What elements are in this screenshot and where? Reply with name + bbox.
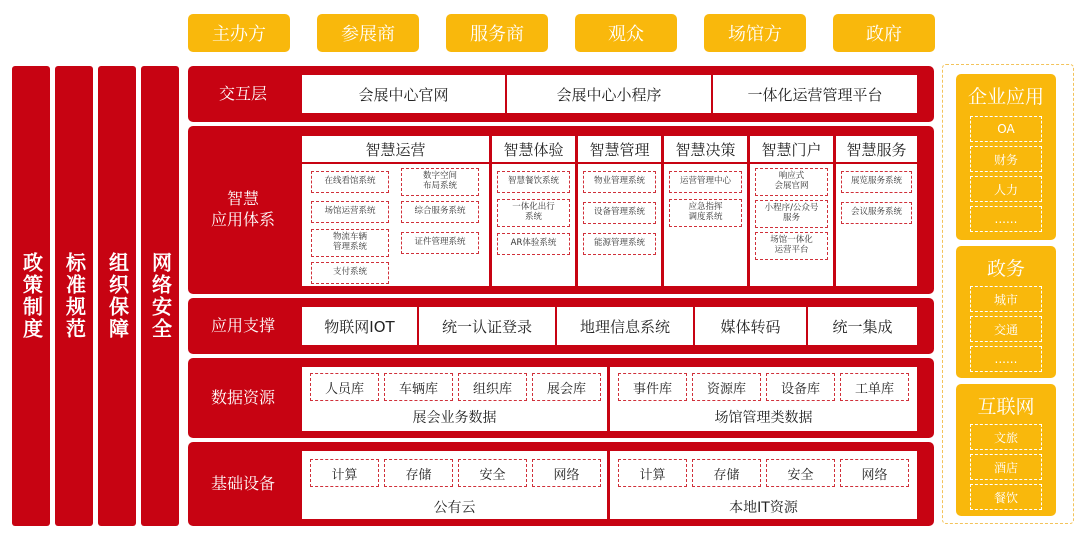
app-system-item: 一体化出行 系统 — [497, 199, 570, 227]
data-store: 车辆库 — [384, 373, 453, 401]
infra-caption: 公有云 — [433, 500, 476, 516]
role-venue: 场馆方 — [704, 14, 806, 52]
app-column-title: 智慧决策 — [664, 136, 747, 162]
interaction-item: 会展中心官网 — [302, 75, 505, 113]
infra-caption: 本地IT资源 — [729, 500, 798, 516]
interaction-item: 一体化运营管理平台 — [713, 75, 917, 113]
app-system-item: 证件管理系统 — [401, 232, 479, 254]
app-system-item: 展览服务系统 — [841, 171, 912, 193]
data-store: 人员库 — [310, 373, 379, 401]
group-item: 人力 — [970, 176, 1042, 202]
app-system-item: 场馆运营系统 — [311, 201, 389, 223]
infrastructure-layer — [188, 442, 934, 526]
app-system-item: 物业管理系统 — [583, 171, 656, 193]
app-system-item: 运营管理中心 — [669, 171, 742, 193]
data-store: 工单库 — [840, 373, 909, 401]
app-column-title: 智慧管理 — [578, 136, 661, 162]
data-store: 设备库 — [766, 373, 835, 401]
role-exhibitor: 参展商 — [317, 14, 419, 52]
infra-item: 网络 — [840, 459, 909, 487]
infra-item: 计算 — [618, 459, 687, 487]
application-support-layer — [188, 298, 934, 354]
government-group — [956, 246, 1056, 378]
data-store: 展会库 — [532, 373, 601, 401]
app-system-item: 数字空间 布局系统 — [401, 168, 479, 196]
pillar-organization: 组织保障 — [98, 66, 136, 526]
support-item: 媒体转码 — [695, 307, 806, 345]
group-item: 城市 — [970, 286, 1042, 312]
role-service-provider: 服务商 — [446, 14, 548, 52]
pillar-network-security: 网络安全 — [141, 66, 179, 526]
app-column-title: 智慧服务 — [836, 136, 917, 162]
data-resources-layer — [188, 358, 934, 438]
infra-item: 网络 — [532, 459, 601, 487]
app-column-title: 智慧体验 — [492, 136, 575, 162]
infra-item: 存储 — [384, 459, 453, 487]
app-system-item: 能源管理系统 — [583, 233, 656, 255]
enterprise-apps-group — [956, 74, 1056, 240]
support-item: 统一集成 — [808, 307, 917, 345]
infra-item: 存储 — [692, 459, 761, 487]
group-item: 文旅 — [970, 424, 1042, 450]
infra-item: 计算 — [310, 459, 379, 487]
group-item: 交通 — [970, 316, 1042, 342]
role-government: 政府 — [833, 14, 935, 52]
interaction-item: 会展中心小程序 — [507, 75, 711, 113]
app-system-item: AR体验系统 — [497, 233, 570, 255]
row-label: 智慧 应用体系 — [210, 189, 275, 229]
group-title: 企业应用 — [967, 86, 1044, 108]
app-system-item: 智慧餐饮系统 — [497, 171, 570, 193]
pillar-standards: 标准规范 — [55, 66, 93, 526]
support-item: 地理信息系统 — [557, 307, 693, 345]
row-label: 应用支撑 — [210, 315, 275, 335]
internet-group — [956, 384, 1056, 516]
data-store: 事件库 — [618, 373, 687, 401]
smart-application-layer — [188, 126, 934, 294]
data-store: 组织库 — [458, 373, 527, 401]
group-title: 互联网 — [977, 396, 1035, 418]
row-label: 数据资源 — [210, 387, 275, 407]
data-caption: 场馆管理类数据 — [714, 410, 813, 426]
role-audience: 观众 — [575, 14, 677, 52]
app-system-item: 支付系统 — [311, 262, 389, 284]
interaction-layer — [188, 66, 934, 122]
infra-item: 安全 — [458, 459, 527, 487]
support-item: 统一认证登录 — [419, 307, 555, 345]
app-system-item: 场馆一体化 运营平台 — [755, 232, 828, 260]
support-item: 物联网IOT — [302, 307, 417, 345]
app-system-item: 会议服务系统 — [841, 202, 912, 224]
app-system-item: 响应式 会展官网 — [755, 168, 828, 196]
row-label: 交互层 — [218, 83, 267, 103]
infra-item: 安全 — [766, 459, 835, 487]
role-organizer: 主办方 — [188, 14, 290, 52]
app-column-title: 智慧门户 — [750, 136, 833, 162]
app-column-title: 智慧运营 — [302, 136, 489, 162]
app-system-item: 应急指挥 调度系统 — [669, 199, 742, 227]
app-system-item: 在线看馆系统 — [311, 171, 389, 193]
app-system-item: 物流车辆 管理系统 — [311, 229, 389, 257]
group-item: OA — [970, 116, 1042, 142]
group-item: 财务 — [970, 146, 1042, 172]
group-item: 餐饮 — [970, 484, 1042, 510]
data-caption: 展会业务数据 — [412, 410, 497, 426]
app-system-item: 小程序/公众号 服务 — [755, 200, 828, 228]
group-item: 酒店 — [970, 454, 1042, 480]
data-store: 资源库 — [692, 373, 761, 401]
app-system-item: 设备管理系统 — [583, 202, 656, 224]
group-title: 政务 — [986, 258, 1025, 280]
group-item: ...... — [970, 206, 1042, 232]
pillar-policy: 政策制度 — [12, 66, 50, 526]
group-item: ...... — [970, 346, 1042, 372]
app-system-item: 综合服务系统 — [401, 201, 479, 223]
row-label: 基础设备 — [210, 473, 275, 493]
